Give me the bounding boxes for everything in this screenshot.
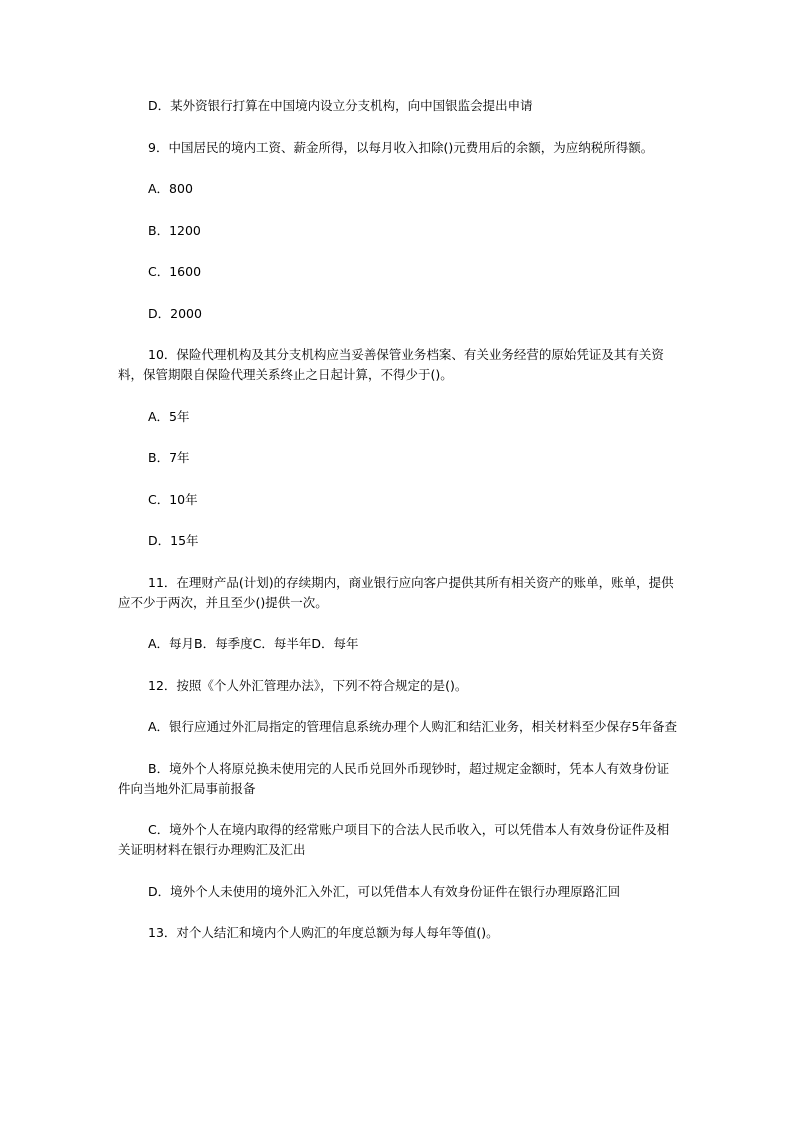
option-d-q12: D．境外个人未使用的境外汇入外汇，可以凭借本人有效身份证件在银行办理原路汇回 <box>148 883 621 899</box>
option-b-q9: B．1200 <box>148 222 201 238</box>
question-10: 10．保险代理机构及其分支机构应当妥善保管业务档案、有关业务经营的原始凭证及其有关资料，保管期限自保险代理关系终止之日起计算，不得少于()。 <box>118 347 664 382</box>
option-d-q10: D．15年 <box>148 533 199 548</box>
option-c-q12: C．境外个人在境内取得的经常账户项目下的合法人民币收入，可以凭借本人有效身份证件及相关证明材料在银行办理购汇及汇出 <box>118 822 670 857</box>
option-a-q10: A．5年 <box>148 408 190 424</box>
option-a-q12: A．银行应通过外汇局指定的管理信息系统办理个人购汇和结汇业务，相关材料至少保存5年备查 <box>148 719 678 734</box>
option-d-q9: D．2000 <box>148 305 202 321</box>
option-b-q10: B．7年 <box>148 450 190 465</box>
option-d-q8: D．某外资银行打算在中国境内设立分支机构，向中国银监会提出申请 <box>148 98 533 113</box>
option-a-q9: A．800 <box>148 181 193 196</box>
option-b-q12: B．境外个人将原兑换未使用完的人民币兑回外币现钞时，超过规定金额时，凭本人有效身份证件向当地外汇局事前报备 <box>118 760 670 796</box>
document-body <box>118 96 678 943</box>
option-c-q10: C．10年 <box>148 491 198 507</box>
question-13: 13．对个人结汇和境内个人购汇的年度总额为每人每年等值()。 <box>148 925 499 940</box>
option-c-q9: C．1600 <box>148 264 202 279</box>
options-q11: A．每月B．每季度C．每半年D．每年 <box>148 636 359 651</box>
question-11: 11．在理财产品(计划)的存续期内，商业银行应向客户提供其所有相关资产的账单，账单，提供应不少于两次，并且至少()提供一次。 <box>118 574 674 610</box>
question-9: 9．中国居民的境内工资、薪金所得，以每月收入扣除()元费用后的余额，为应纳税所得额。 <box>148 139 654 155</box>
question-12: 12．按照《个人外汇管理办法》，下列不符合规定的是()。 <box>148 677 468 693</box>
